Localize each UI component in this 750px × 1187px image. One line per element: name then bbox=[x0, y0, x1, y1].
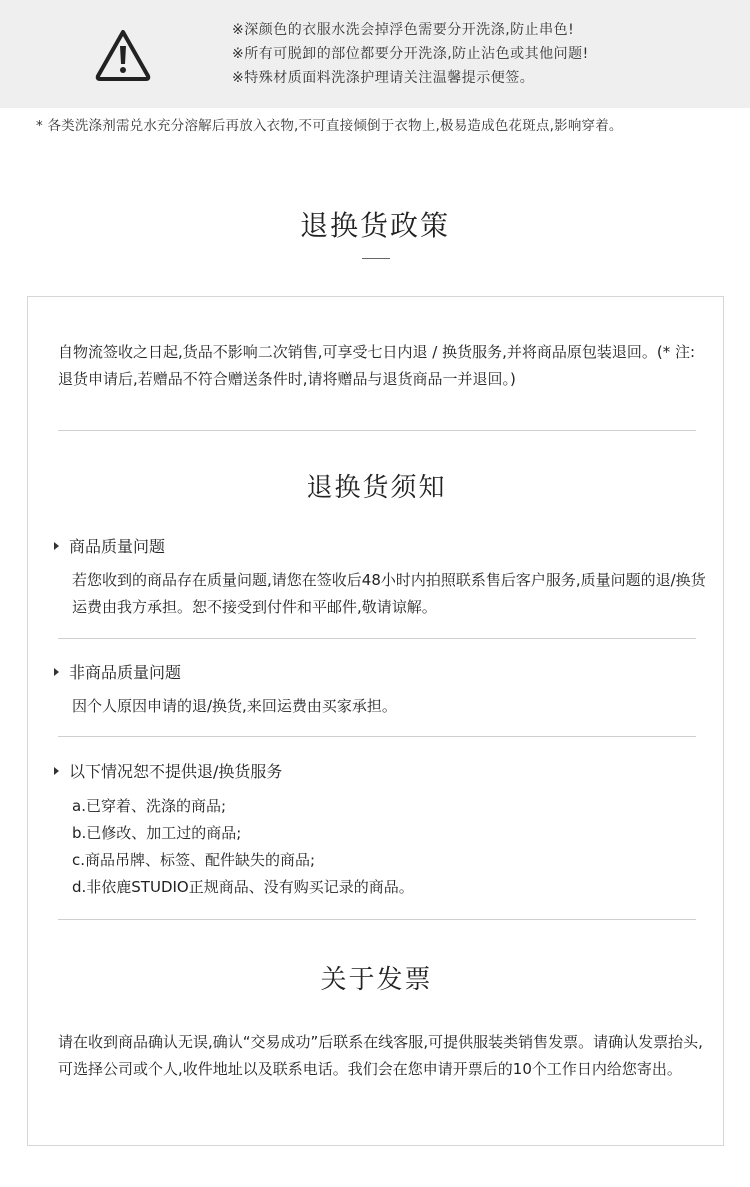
invoice-body: 请在收到商品确认无误,确认“交易成功”后联系在线客服,可提供服装类销售发票。请确认发票抬头,可选择公司或个人,收件地址以及联系电话。我们会在您申请开票后的10个工作日内给您寄出。 bbox=[58, 1033, 703, 1078]
warning-line: ※特殊材质面料洗涤护理请关注温馨提示便签。 bbox=[232, 70, 535, 86]
invoice-title: 关于发票 bbox=[320, 965, 433, 995]
divider bbox=[58, 430, 696, 431]
warning-triangle-icon bbox=[94, 28, 152, 82]
warning-lines bbox=[232, 18, 589, 90]
policy-panel bbox=[27, 296, 724, 1146]
caret-right-icon bbox=[54, 668, 59, 676]
detergent-note: * 各类洗涤剂需兑水充分溶解后再放入衣物,不可直接倾倒于衣物上,极易造成色花斑点,影响穿着。 bbox=[36, 118, 623, 134]
list-item: a.已穿着、洗涤的商品; bbox=[72, 797, 227, 815]
warning-line: ※所有可脱卸的部位都要分开洗涤,防止沾色或其他问题! bbox=[232, 46, 589, 62]
notice-item-heading bbox=[54, 534, 165, 557]
washing-warning-box bbox=[0, 0, 750, 108]
title-divider bbox=[362, 258, 390, 259]
notice-title: 退换货须知 bbox=[306, 473, 447, 503]
exclusion-list bbox=[72, 793, 712, 901]
notice-item-body: 因个人原因申请的退/换货,来回运费由买家承担。 bbox=[72, 697, 397, 715]
caret-right-icon bbox=[54, 767, 59, 775]
policy-title: 退换货政策 bbox=[299, 209, 450, 242]
notice-item-heading bbox=[54, 660, 181, 683]
notice-item-heading-text: 商品质量问题 bbox=[69, 537, 166, 556]
list-item: c.商品吊牌、标签、配件缺失的商品; bbox=[72, 851, 316, 869]
divider bbox=[58, 638, 696, 639]
divider bbox=[58, 919, 696, 920]
divider bbox=[58, 736, 696, 737]
list-item: b.已修改、加工过的商品; bbox=[72, 824, 242, 842]
notice-item-heading-text: 非商品质量问题 bbox=[69, 663, 182, 682]
list-item: d.非依鹿STUDIO正规商品、没有购买记录的商品。 bbox=[72, 878, 414, 896]
notice-item-body: 若您收到的商品存在质量问题,请您在签收后48小时内拍照联系售后客户服务,质量问题的退/换货运费由我方承担。恕不接受到付件和平邮件,敬请谅解。 bbox=[72, 571, 706, 616]
notice-item-heading bbox=[54, 759, 282, 782]
caret-right-icon bbox=[54, 542, 59, 550]
policy-intro: 自物流签收之日起,货品不影响二次销售,可享受七日内退 / 换货服务,并将商品原包装退回。(* 注:退货申请后,若赠品不符合赠送条件时,请将赠品与退货商品一并退回。) bbox=[58, 343, 696, 388]
notice-item-heading-text: 以下情况恕不提供退/换货服务 bbox=[69, 762, 283, 781]
warning-line: ※深颜色的衣服水洗会掉浮色需要分开洗涤,防止串色! bbox=[232, 22, 575, 38]
